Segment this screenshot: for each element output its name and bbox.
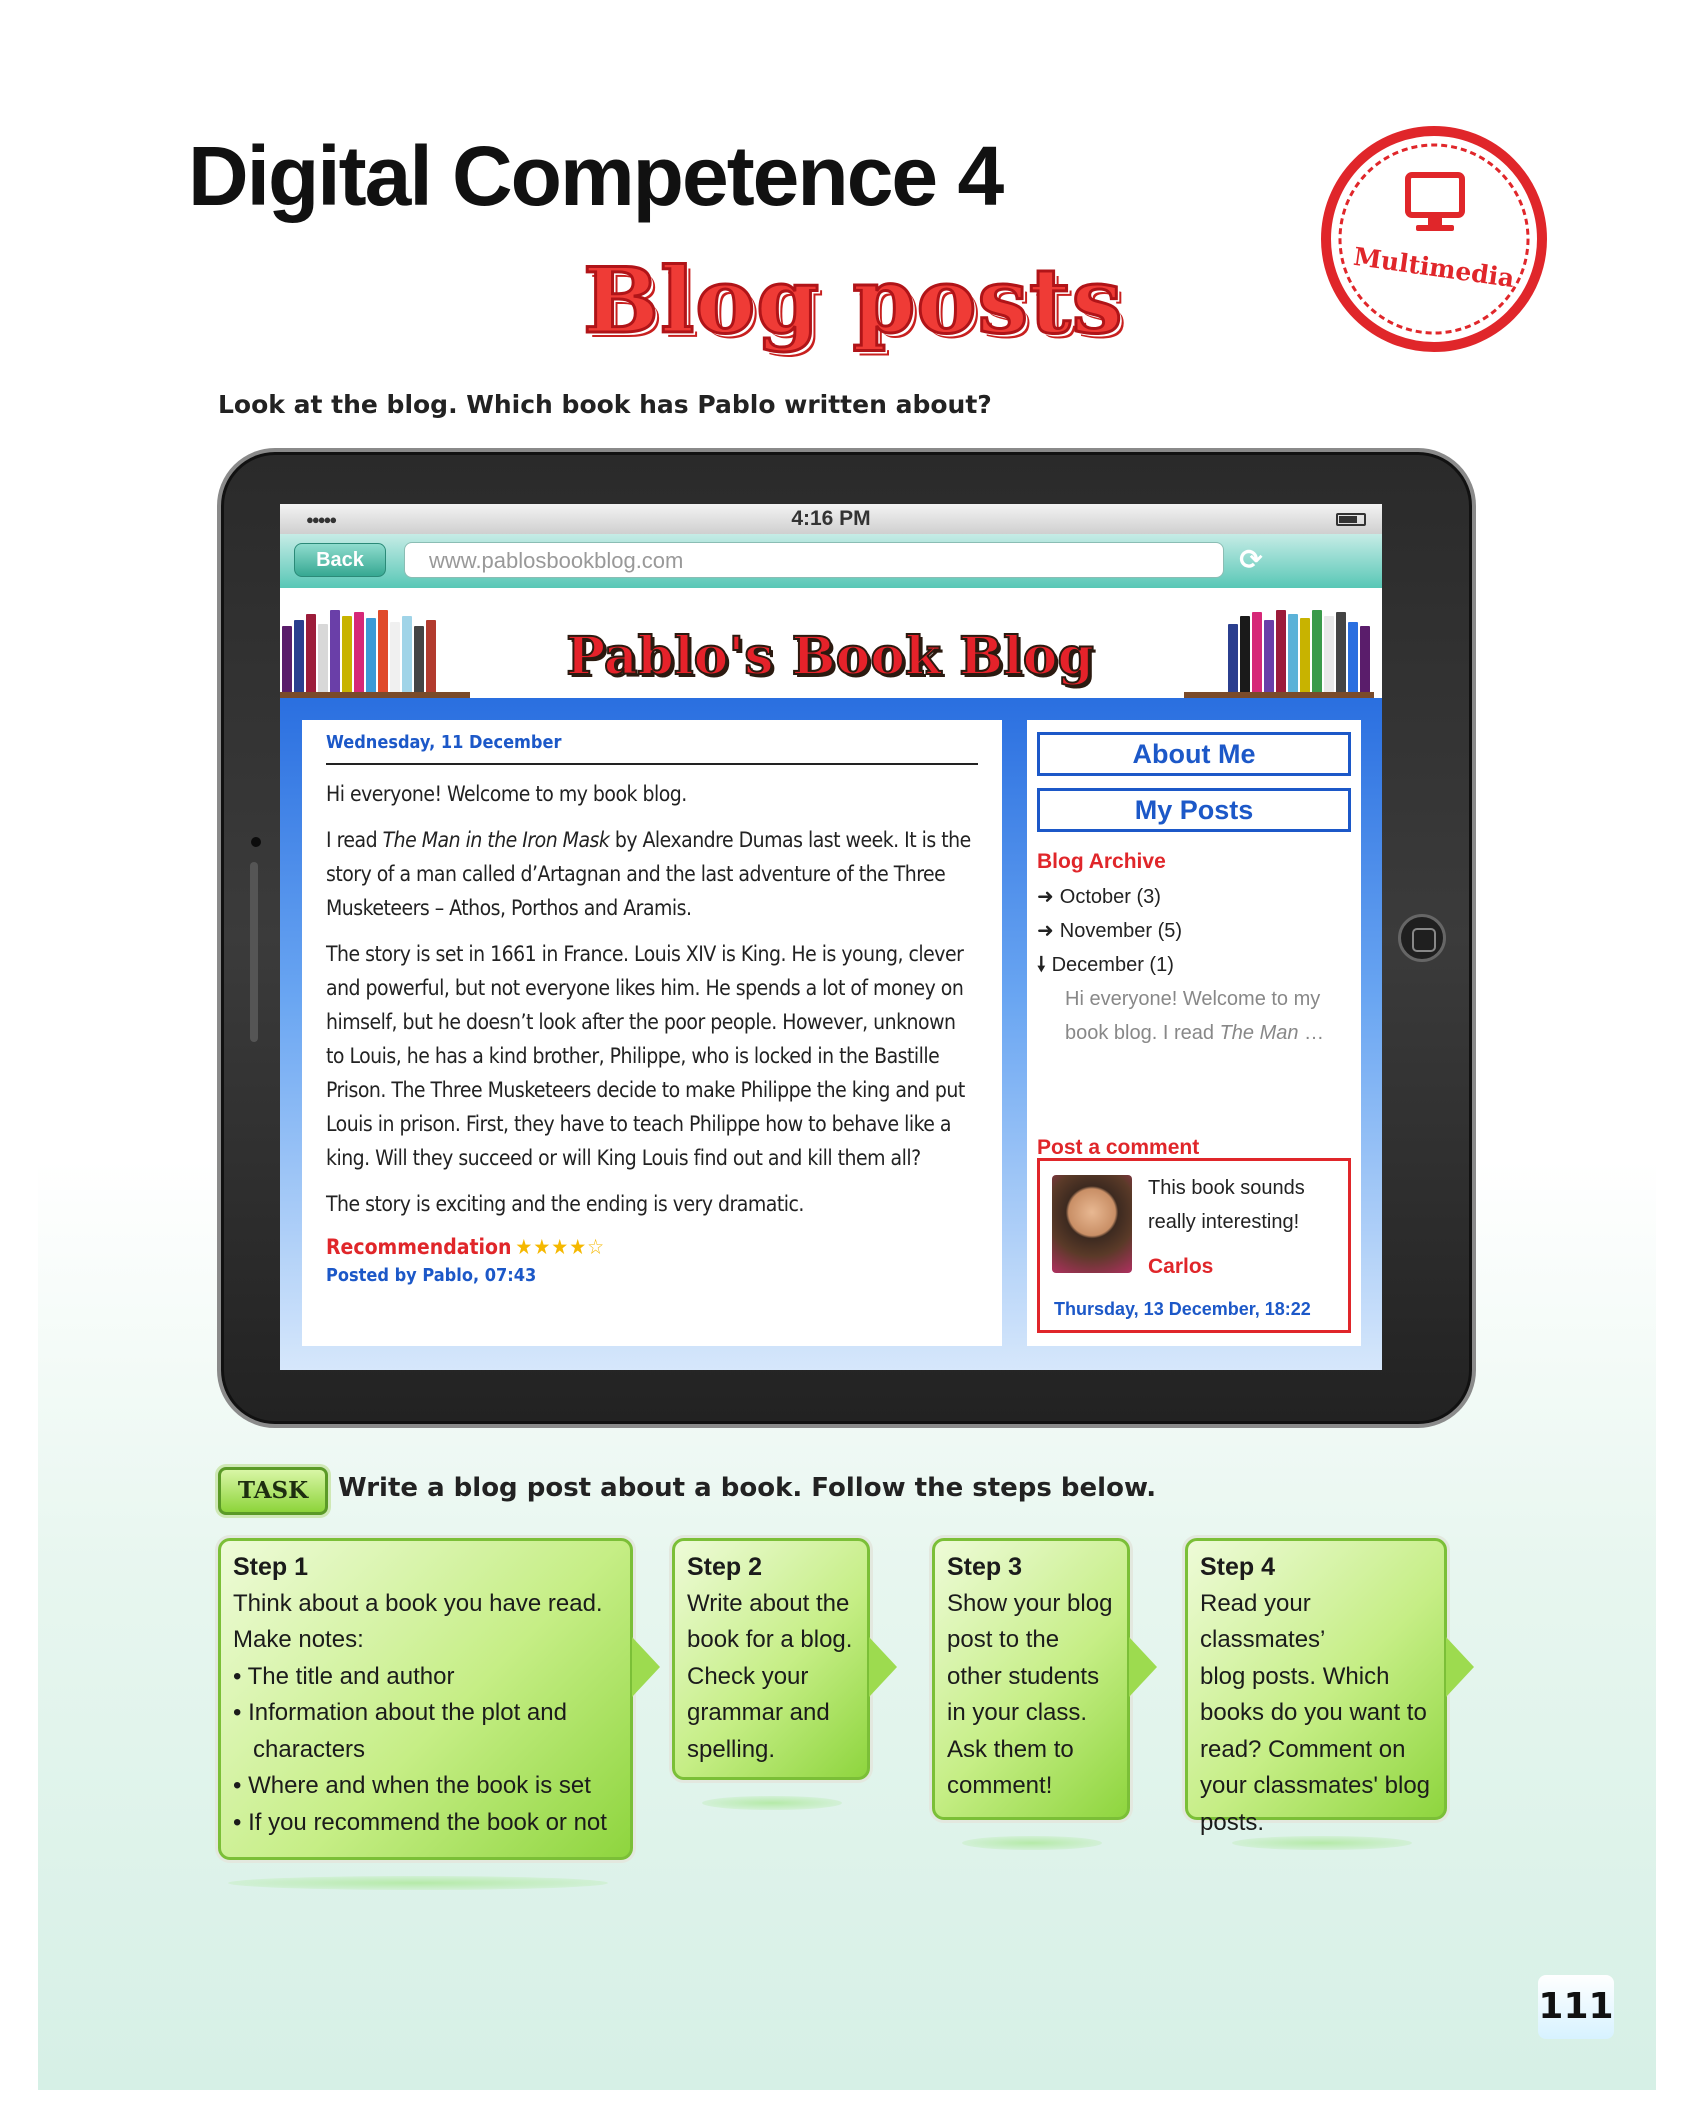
book-spine bbox=[1324, 616, 1334, 696]
task-instruction: Write a blog post about a book. Follow the steps below. bbox=[338, 1473, 1157, 1503]
question-text: Look at the blog. Which book has Pablo written about? bbox=[218, 390, 992, 419]
step-line: Read your classmates’ bbox=[1200, 1589, 1326, 1653]
step-shadow bbox=[962, 1836, 1102, 1850]
book-spine bbox=[342, 616, 352, 696]
archive-post-snippet[interactable] bbox=[1037, 982, 1351, 1050]
step-title: Step 2 bbox=[687, 1553, 763, 1581]
book-spine bbox=[1300, 618, 1310, 696]
snippet-ellipsis: … bbox=[1298, 1022, 1325, 1044]
stamp-label: Multimedia bbox=[1351, 241, 1517, 294]
archive-item-december[interactable] bbox=[1037, 948, 1351, 982]
step-line: blog posts. Which bbox=[1200, 1662, 1390, 1690]
post-paragraph-1 bbox=[326, 823, 978, 925]
step-title: Step 4 bbox=[1200, 1553, 1276, 1581]
tablet-screen bbox=[280, 504, 1382, 1370]
snippet-italic: The Man bbox=[1219, 1022, 1299, 1044]
book-spine bbox=[414, 626, 424, 696]
stamp-graphic bbox=[1320, 125, 1548, 353]
step-line: other students bbox=[947, 1662, 1100, 1690]
posted-by: Posted by Pablo, 07:43 bbox=[326, 1265, 537, 1286]
book-spine bbox=[354, 612, 364, 696]
monitor-icon bbox=[1408, 175, 1462, 231]
step-line: read? Comment on bbox=[1200, 1735, 1406, 1763]
blog-sidebar bbox=[1027, 720, 1361, 1346]
about-me-button[interactable]: About Me bbox=[1037, 732, 1351, 776]
step-line: grammar and bbox=[687, 1699, 830, 1726]
star-rating: ★★★★☆ bbox=[515, 1235, 606, 1259]
recommendation bbox=[326, 1235, 978, 1259]
step-line: characters bbox=[233, 1735, 366, 1763]
avatar bbox=[1052, 1175, 1132, 1273]
step-title: Step 3 bbox=[947, 1553, 1023, 1581]
book-spine bbox=[1276, 610, 1286, 696]
battery-icon bbox=[1336, 513, 1366, 526]
book-title: The Man in the Iron Mask bbox=[382, 828, 610, 852]
task-badge: TASK bbox=[218, 1467, 328, 1515]
archive-item-november[interactable] bbox=[1037, 914, 1351, 948]
blog-body bbox=[280, 698, 1382, 1370]
page-subtitle: Blog posts bbox=[583, 248, 1124, 354]
step-2-box bbox=[672, 1538, 870, 1780]
bookshelf-right bbox=[1228, 608, 1372, 696]
blog-title: Pablo's Book Blog bbox=[566, 626, 1094, 687]
arrow-down-icon: 🠗 bbox=[1037, 954, 1046, 976]
archive-label: October (3) bbox=[1059, 886, 1161, 908]
back-button[interactable]: Back bbox=[294, 543, 386, 577]
step-shadow bbox=[702, 1796, 842, 1810]
step-line: your classmates' blog bbox=[1200, 1772, 1431, 1799]
multimedia-stamp bbox=[1320, 125, 1548, 353]
book-spine bbox=[1348, 622, 1358, 696]
step-line: • If you recommend the book or not bbox=[233, 1808, 607, 1836]
step-line: Make notes: bbox=[233, 1626, 364, 1653]
step-line: books do you want to bbox=[1200, 1699, 1427, 1726]
page-number: 111 bbox=[1538, 1975, 1614, 2039]
book-spine bbox=[366, 618, 376, 696]
step-line: book for a blog. bbox=[687, 1626, 853, 1653]
camera-dot bbox=[251, 837, 261, 847]
comment-text: This book sounds really interesting! bbox=[1148, 1177, 1305, 1233]
archive-label: November (5) bbox=[1059, 920, 1183, 942]
step-line: • Information about the plot and bbox=[233, 1699, 567, 1726]
arrow-right-icon: ➜ bbox=[1037, 920, 1054, 942]
arrow-right-icon: ➜ bbox=[1037, 886, 1054, 908]
archive-heading: Blog Archive bbox=[1037, 850, 1166, 873]
step-1-box bbox=[218, 1538, 633, 1860]
book-spine bbox=[294, 620, 304, 696]
my-posts-button[interactable]: My Posts bbox=[1037, 788, 1351, 832]
step-line: Write about the bbox=[687, 1589, 850, 1617]
book-spine bbox=[1288, 614, 1298, 696]
book-spine bbox=[426, 620, 436, 696]
tablet-side-detail bbox=[250, 862, 258, 1042]
step-shadow bbox=[228, 1876, 608, 1890]
step-line: comment! bbox=[947, 1772, 1053, 1799]
step-line: post to the bbox=[947, 1626, 1060, 1653]
step-line: • The title and author bbox=[233, 1662, 455, 1690]
step-line: Ask them to bbox=[947, 1735, 1074, 1763]
post-text: I read bbox=[326, 828, 383, 852]
step-line: • Where and when the book is set bbox=[233, 1772, 591, 1799]
post-paragraph-3: The story is exciting and the ending is very dramatic. bbox=[326, 1192, 804, 1216]
post-paragraph-2: The story is set in 1661 in France. Louis XIV is King. He is young, clever and powerful, but not everyone likes him. He spends a lot of money on himself, but he doesn’t look after the poor people. However, unknown to Louis, he has a kind brother, Philippe, who is locked in the Bastille Prison. The Three Musketeers decide to make Philippe the king and put Louis in prison. First, they have to teach Philippe how to behave like a king. Will they succeed or will King Louis find out and kill them all? bbox=[326, 942, 965, 1170]
step-line: in your class. bbox=[947, 1699, 1088, 1726]
step-shadow bbox=[1232, 1836, 1412, 1850]
step-line: spelling. bbox=[687, 1735, 776, 1763]
book-spine bbox=[1240, 616, 1250, 696]
step-line: posts. bbox=[1200, 1808, 1265, 1836]
step-4-box bbox=[1185, 1538, 1447, 1836]
status-time: 4:16 PM bbox=[791, 507, 871, 530]
book-spine bbox=[1228, 624, 1238, 696]
signal-icon: ●●●●● bbox=[306, 512, 336, 527]
book-spine bbox=[282, 626, 292, 696]
post-text: by Alexandre Dumas last week. It is the story of a man called d’Artagnan and the last adventure of the Three Musketeers – Athos, Porthos and Aramis. bbox=[326, 828, 971, 920]
snippet-text: Hi everyone! Welcome to my book blog. I read bbox=[1065, 988, 1321, 1044]
page-title: Digital Competence 4 bbox=[188, 129, 1003, 223]
comment bbox=[1037, 1158, 1351, 1333]
comment-date: Thursday, 13 December, 18:22 bbox=[1054, 1299, 1311, 1319]
book-spine bbox=[318, 624, 328, 696]
book-spine bbox=[402, 616, 412, 696]
step-line: Check your bbox=[687, 1662, 809, 1690]
blog-post bbox=[302, 720, 1002, 1346]
book-spine bbox=[330, 610, 340, 696]
step-line: Think about a book you have read. bbox=[233, 1589, 603, 1617]
status-bar bbox=[280, 504, 1382, 534]
recommendation-label: Recommendation bbox=[326, 1235, 512, 1259]
refresh-icon[interactable]: ⟳ bbox=[1239, 544, 1263, 575]
book-spine bbox=[1336, 612, 1346, 696]
step-3-box bbox=[932, 1538, 1130, 1820]
step-line: Show your blog bbox=[947, 1589, 1113, 1617]
archive-label: December (1) bbox=[1051, 954, 1174, 976]
step-title: Step 1 bbox=[233, 1553, 309, 1581]
comment-heading: Post a comment bbox=[1037, 1136, 1200, 1159]
comment-author: Carlos bbox=[1148, 1255, 1214, 1278]
bookshelf-left bbox=[282, 608, 438, 696]
book-spine bbox=[1264, 620, 1274, 696]
blog-header bbox=[280, 588, 1382, 698]
archive-item-october[interactable] bbox=[1037, 880, 1351, 914]
book-spine bbox=[378, 610, 388, 696]
url-field[interactable]: www.pablosbookblog.com bbox=[404, 542, 1224, 578]
book-spine bbox=[1360, 626, 1370, 696]
book-spine bbox=[306, 614, 316, 696]
home-button[interactable] bbox=[1398, 914, 1446, 962]
book-spine bbox=[1312, 610, 1322, 696]
post-date: Wednesday, 11 December bbox=[326, 732, 978, 765]
book-spine bbox=[1252, 612, 1262, 696]
book-spine bbox=[390, 622, 400, 696]
browser-nav-bar bbox=[280, 534, 1382, 588]
post-greeting: Hi everyone! Welcome to my book blog. bbox=[326, 782, 687, 806]
